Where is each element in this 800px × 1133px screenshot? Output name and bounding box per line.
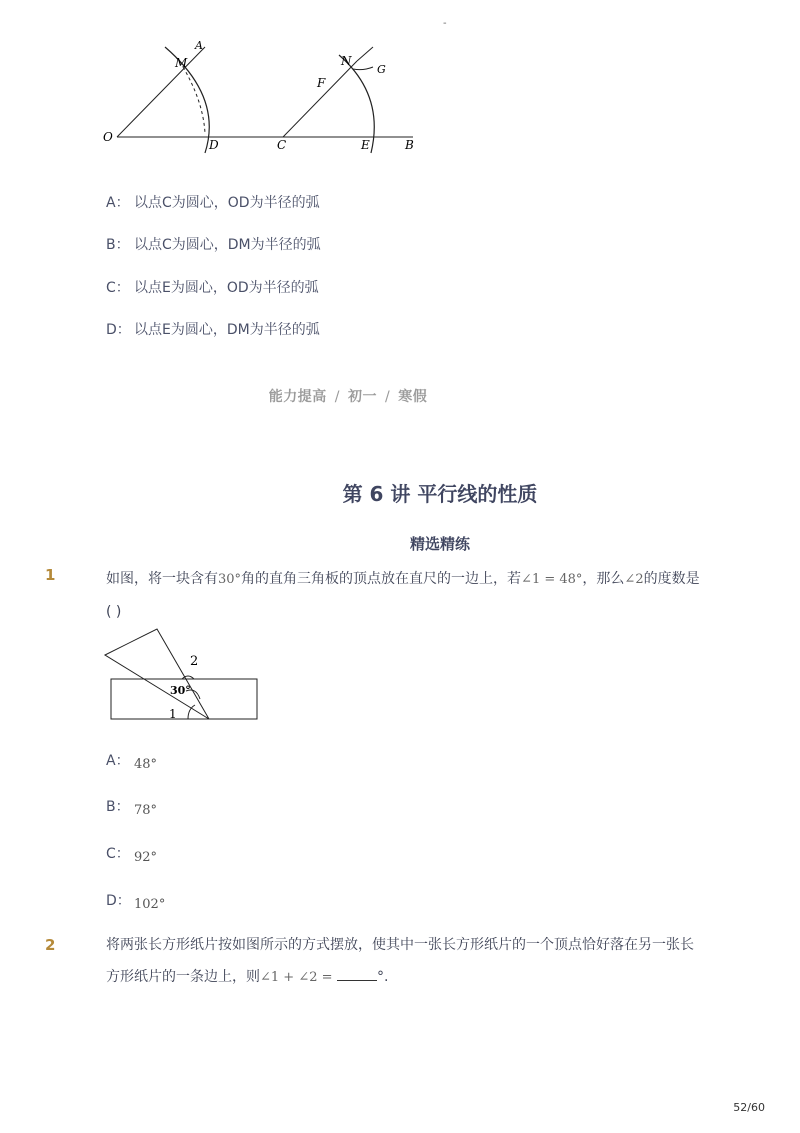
option-letter: A： [106,195,130,211]
question-text: 将两张长方形纸片按如图所示的方式摆放，使其中一张长方形纸片的一个顶点恰好落在另一张长 [106,937,694,953]
page-number: 52/60 [733,1101,765,1114]
label-2: 2 [190,654,199,669]
ray-cg [283,61,357,137]
option-value: 78° [134,803,158,818]
label-30: 30° [170,684,191,697]
option-c[interactable] [106,843,157,863]
option-letter: D： [106,322,131,338]
breadcrumb-item[interactable]: 初一 [348,389,377,405]
math-angle: ∠2 [624,572,644,587]
option-a[interactable] [106,750,157,770]
question-text: 的度数是 [643,571,700,587]
question-text: 如图，将一块含有 [106,571,218,587]
top-mark: - [443,18,447,29]
option-value: 102° [134,897,166,912]
label-d: D [209,138,219,152]
option-letter: C： [106,280,130,296]
label-c: C [277,138,287,152]
question-text: °. [376,969,389,985]
section-title: 精选精练 [409,535,470,553]
label-g: G [377,63,386,76]
question-text: ，那么 [582,571,625,587]
option-value: 48° [134,757,158,772]
option-letter: B： [106,237,130,253]
triangle-ruler-figure [100,625,265,725]
option-c[interactable] [106,277,319,297]
label-b: B [405,138,414,152]
option-d[interactable] [106,319,320,339]
answer-paren: ( ) [106,604,122,620]
option-letter: D： [106,893,131,909]
lesson-title: 第 6 讲 平行线的性质 [342,482,538,506]
option-b[interactable] [106,234,321,254]
option-d[interactable] [106,890,165,910]
breadcrumb-item[interactable]: 能力提高 [268,389,327,405]
breadcrumb-separator: / [385,389,391,405]
math-angle: 30° [218,572,242,587]
construction-figure [95,35,425,160]
option-text: 以点C为圆心，DM为半径的弧 [134,237,321,253]
math-expression: ∠1 + ∠2 = [260,970,333,985]
option-a[interactable] [106,192,320,212]
question-1-text [106,563,746,628]
label-e: E [361,138,370,152]
ray-oa [117,47,205,137]
option-letter: C： [106,846,130,862]
question-text: 方形纸片的一条边上，则 [106,969,260,985]
label-f: F [317,76,326,90]
option-value: 92° [134,850,158,865]
arc-g [353,67,373,70]
label-n: N [341,54,352,68]
label-a: A [195,39,203,52]
option-letter: B： [106,799,130,815]
ray-extension [357,47,373,61]
breadcrumb-item[interactable]: 寒假 [398,389,428,405]
answer-blank[interactable] [337,966,377,981]
label-o: O [103,130,113,144]
option-text: 以点C为圆心，OD为半径的弧 [134,195,320,211]
question-text: 角的直角三角板的顶点放在直尺的一边上，若 [241,571,522,587]
option-letter: A： [106,753,130,769]
label-m: M [175,56,188,70]
option-b[interactable] [106,796,157,816]
dashed-md [183,67,205,133]
option-text: 以点E为圆心，DM为半径的弧 [134,322,320,338]
option-text: 以点E为圆心，OD为半径的弧 [134,280,319,296]
label-1: 1 [169,707,177,721]
breadcrumb-separator: / [334,389,340,405]
math-expression: ∠1 = 48° [521,572,583,587]
breadcrumb [0,386,696,406]
question-2-text [106,929,746,994]
question-number: 2 [45,936,56,954]
question-number: 1 [45,566,56,584]
